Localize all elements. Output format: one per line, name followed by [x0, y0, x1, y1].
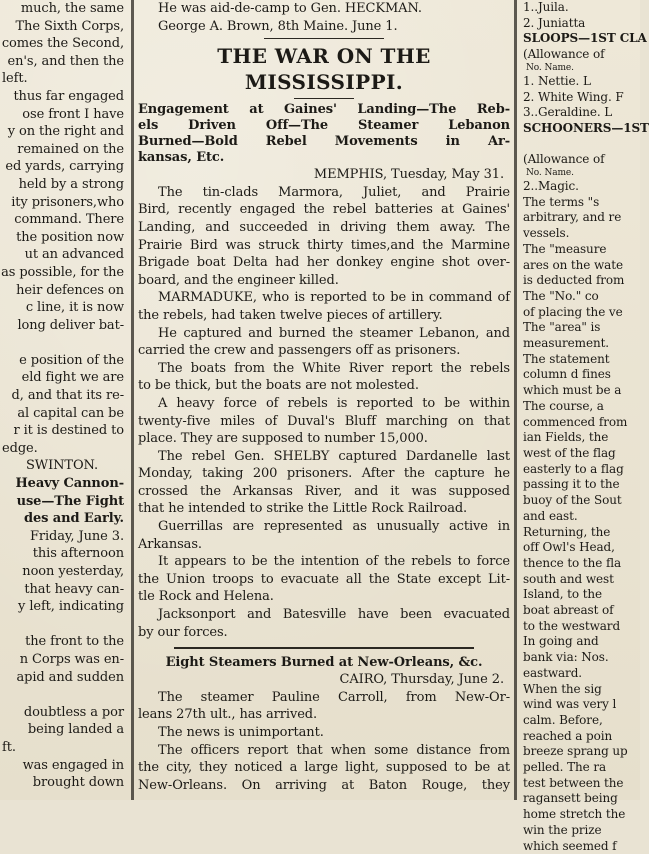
text-line: Prairie Bird was struck thirty times,and the Marmine: [138, 237, 510, 253]
text-line: 2. Juniatta: [523, 15, 586, 30]
article-body: [136, 184, 512, 641]
text-line: bank via: Nos.: [523, 650, 609, 665]
text-line: ose front I have: [22, 106, 124, 122]
text-line: The statement: [523, 351, 610, 366]
text-line: eastward.: [523, 665, 582, 680]
headline: THE WAR ON THE MISSISSIPPI.: [217, 44, 431, 95]
second-headline: Eight Steamers Burned at New-Orleans, &c.: [165, 655, 483, 671]
text-line: Arkansas.: [138, 536, 202, 552]
text-line: twenty-five miles of Duval's Bluff marching on that: [138, 413, 510, 429]
text-line: thus far engaged: [13, 88, 124, 104]
text-line: which seemed f: [523, 838, 617, 853]
text-line: and east.: [523, 508, 578, 523]
text-line: d, and that its re-: [11, 388, 124, 404]
text-line: boat abreast of: [523, 603, 614, 618]
text-line: No. Name.: [526, 168, 574, 179]
text-line: He captured and burned the steamer Lebanon, and: [158, 325, 510, 341]
text-line: edge.: [2, 440, 38, 456]
text-line: 1. Nettie. L: [523, 73, 591, 88]
text-line: passing it to the: [523, 477, 620, 492]
text-line: e position of the: [19, 352, 124, 368]
text-line: carried the crew and passengers off as prisoners.: [138, 343, 461, 359]
text-line: The officers report that when some distance from: [158, 742, 510, 758]
text-line: The course, a: [523, 398, 604, 413]
text-line: remained on the: [17, 141, 124, 157]
text-line: use—The Fight: [16, 493, 124, 509]
text-line: board, and the engineer killed.: [138, 272, 339, 288]
text-line: y left, indicating: [18, 599, 124, 615]
text-line: al capital can be: [17, 405, 124, 421]
text-line: wind was very l: [523, 697, 617, 712]
text-line: off Owl's Head,: [523, 540, 615, 555]
text-line: long deliver bat-: [17, 317, 124, 333]
previous-article-tail: [136, 0, 512, 35]
text-line: much, the same: [20, 1, 124, 16]
second-dateline: CAIRO, Thursday, June 2.: [339, 672, 504, 688]
text-line: New-Orleans. On arriving at Baton Rouge, they: [138, 777, 510, 793]
text-line: to be thick, but the boats are not molested.: [138, 378, 419, 394]
text-line: The "measure: [523, 241, 607, 256]
text-line: [0, 334, 128, 352]
text-line: command. There: [14, 212, 124, 228]
text-line: crossed the Arkansas River, and it was supposed: [138, 483, 510, 499]
text-line: heir defences on: [16, 282, 124, 298]
text-line: Burned—Bold Rebel Movements in Ar-: [138, 134, 510, 150]
text-line: ed yards, carrying: [5, 159, 124, 175]
text-line: The "No." co: [523, 288, 599, 303]
text-line: 2..Magic.: [523, 179, 579, 194]
text-line: win the prize: [523, 822, 602, 837]
text-line: n Corps was en-: [19, 651, 124, 667]
text-line: as possible, for the: [1, 264, 124, 280]
text-line: The tin-clads Marmora, Juliet, and Prairie: [158, 184, 510, 200]
text-line: tle Rock and Helena.: [138, 589, 274, 605]
text-line: Friday, June 3.: [29, 528, 124, 544]
text-line: home stretch the: [523, 807, 626, 822]
text-line: buoy of the Sout: [523, 493, 622, 508]
text-line: to the westward: [523, 618, 621, 633]
text-line: The terms "s: [523, 194, 600, 209]
text-line: test between the: [523, 775, 624, 790]
text-line: this afternoon: [32, 546, 124, 562]
text-line: noon yesterday,: [22, 564, 124, 579]
text-line: The Sixth Corps,: [15, 18, 124, 34]
text-line: y on the right and: [7, 124, 124, 140]
text-line: being landed a: [27, 722, 124, 738]
text-line: It appears to be the intention of the rebels to force: [158, 554, 510, 570]
column-rule-right: [514, 0, 517, 800]
text-line: doubtless a por: [23, 704, 124, 720]
text-line: pelled. The ra: [523, 760, 607, 775]
text-line: ity prisoners,who: [11, 194, 124, 210]
text-line: [0, 616, 128, 634]
text-line: place. They are supposed to number 15,000.: [138, 431, 428, 447]
text-line: Engagement at Gaines' Landing—The Reb-: [138, 102, 510, 118]
text-line: In going and: [523, 634, 599, 649]
text-line: ut an advanced: [24, 247, 124, 263]
text-line: [520, 137, 640, 153]
text-line: south and west: [523, 571, 614, 586]
text-line: SLOOPS—1ST CLA: [523, 31, 647, 46]
text-line: The "area" is: [523, 320, 601, 335]
separator-rule: [174, 647, 474, 649]
text-line: en's, and then the: [7, 53, 124, 69]
text-line: ares on the wate: [523, 257, 623, 272]
dateline: MEMPHIS, Tuesday, May 31.: [313, 167, 504, 183]
text-line: eld fight we are: [21, 370, 124, 386]
text-line: Monday, taking 200 prisoners. After the capture he: [138, 466, 510, 482]
text-line: r it is destined to: [13, 423, 124, 439]
text-line: SCHOONERS—1ST: [523, 120, 649, 135]
text-line: els Driven Off—The Steamer Lebanon: [138, 118, 510, 134]
text-line: c line, it is now: [25, 300, 124, 316]
text-line: The steamer Pauline Carroll, from New-Or-: [158, 689, 510, 705]
text-line: vessels.: [523, 226, 570, 241]
text-line: the position now: [16, 229, 124, 245]
text-line: 2. White Wing. F: [523, 89, 624, 104]
text-line: held by a strong: [18, 176, 124, 192]
text-line: the front to the: [25, 634, 124, 650]
text-line: commenced from: [523, 414, 628, 429]
text-line: Landing, and succeeded in driving them away. The: [138, 219, 510, 235]
text-line: column d fines: [523, 367, 611, 382]
text-line: Jacksonport and Batesville have been evacuated: [158, 607, 510, 623]
text-line: ft.: [2, 739, 16, 755]
middle-column: [136, 0, 512, 800]
text-line: 1..Juila.: [523, 0, 569, 14]
second-article-body: [136, 689, 512, 795]
text-line: that he intended to strike the Little Rock Railroad.: [138, 501, 468, 517]
text-line: kansas, Etc.: [138, 150, 225, 166]
text-line: The news is unimportant.: [158, 725, 324, 740]
text-line: comes the Second,: [1, 36, 124, 52]
text-line: leans 27th ult., has arrived.: [138, 707, 318, 723]
text-line: apid and sudden: [16, 669, 124, 685]
text-line: He was aid-de-camp to Gen. HECKMAN.: [158, 1, 422, 16]
text-line: The boats from the White River report the rebels: [158, 360, 510, 376]
text-line: [0, 686, 128, 704]
text-line: Bird, recently engaged the rebel batteries at Gaines': [138, 202, 510, 218]
right-column: [520, 0, 649, 853]
text-line: breeze sprang up: [523, 744, 628, 759]
text-line: which must be a: [523, 383, 622, 398]
text-line: Returning, the: [523, 524, 611, 539]
left-column: [0, 0, 128, 800]
column-rule-left: [131, 0, 134, 800]
text-line: west of the flag: [523, 445, 616, 460]
text-line: of placing the ve: [523, 304, 623, 319]
separator-rule: [294, 98, 354, 99]
subheadline: [136, 102, 512, 166]
text-line: easterly to a flag: [523, 461, 624, 476]
text-line: arbitrary, and re: [523, 210, 622, 225]
text-line: Guerrillas are represented as unusually active in: [158, 519, 510, 535]
text-line: brought down: [32, 775, 124, 791]
text-line: SWINTON.: [26, 458, 98, 474]
text-line: the city, they noticed a large light, supposed to be at: [138, 760, 510, 776]
text-line: thence to the fla: [523, 555, 622, 570]
text-line: was engaged in: [22, 757, 124, 773]
text-line: the rebels, had taken twelve pieces of artillery.: [138, 307, 443, 323]
text-line: Island, to the: [523, 587, 603, 602]
text-line: 3..Geraldine. L: [523, 105, 613, 120]
text-line: ragansett being: [523, 791, 618, 806]
text-line: MARMADUKE, who is reported to be in command of: [158, 290, 510, 306]
text-line: des and Early.: [23, 511, 124, 527]
text-line: No. Name.: [526, 62, 574, 73]
text-line: reached a poin: [523, 728, 613, 743]
text-line: calm. Before,: [523, 712, 603, 727]
text-line: left.: [2, 71, 28, 87]
text-line: Brigade boat Delta had her donkey engine shot over-: [138, 255, 510, 271]
text-line: The rebel Gen. SHELBY captured Dardanelle last: [158, 448, 510, 464]
text-line: (Allowance of: [523, 47, 605, 62]
text-line: the Union troops to evacuate all the State except Lit-: [138, 571, 510, 587]
text-line: (Allowance of: [523, 152, 605, 167]
text-line: Heavy Cannon-: [15, 476, 124, 492]
text-line: George A. Brown, 8th Maine. June 1.: [158, 18, 398, 34]
text-line: that heavy can-: [24, 581, 124, 597]
text-line: ian Fields, the: [523, 430, 609, 445]
text-line: by our forces.: [138, 624, 228, 640]
text-line: When the sig: [523, 681, 602, 696]
text-line: measurement.: [523, 336, 610, 351]
text-line: A heavy force of rebels is reported to be within: [158, 395, 510, 411]
separator-rule: [264, 38, 384, 39]
text-line: is deducted from: [523, 273, 625, 288]
